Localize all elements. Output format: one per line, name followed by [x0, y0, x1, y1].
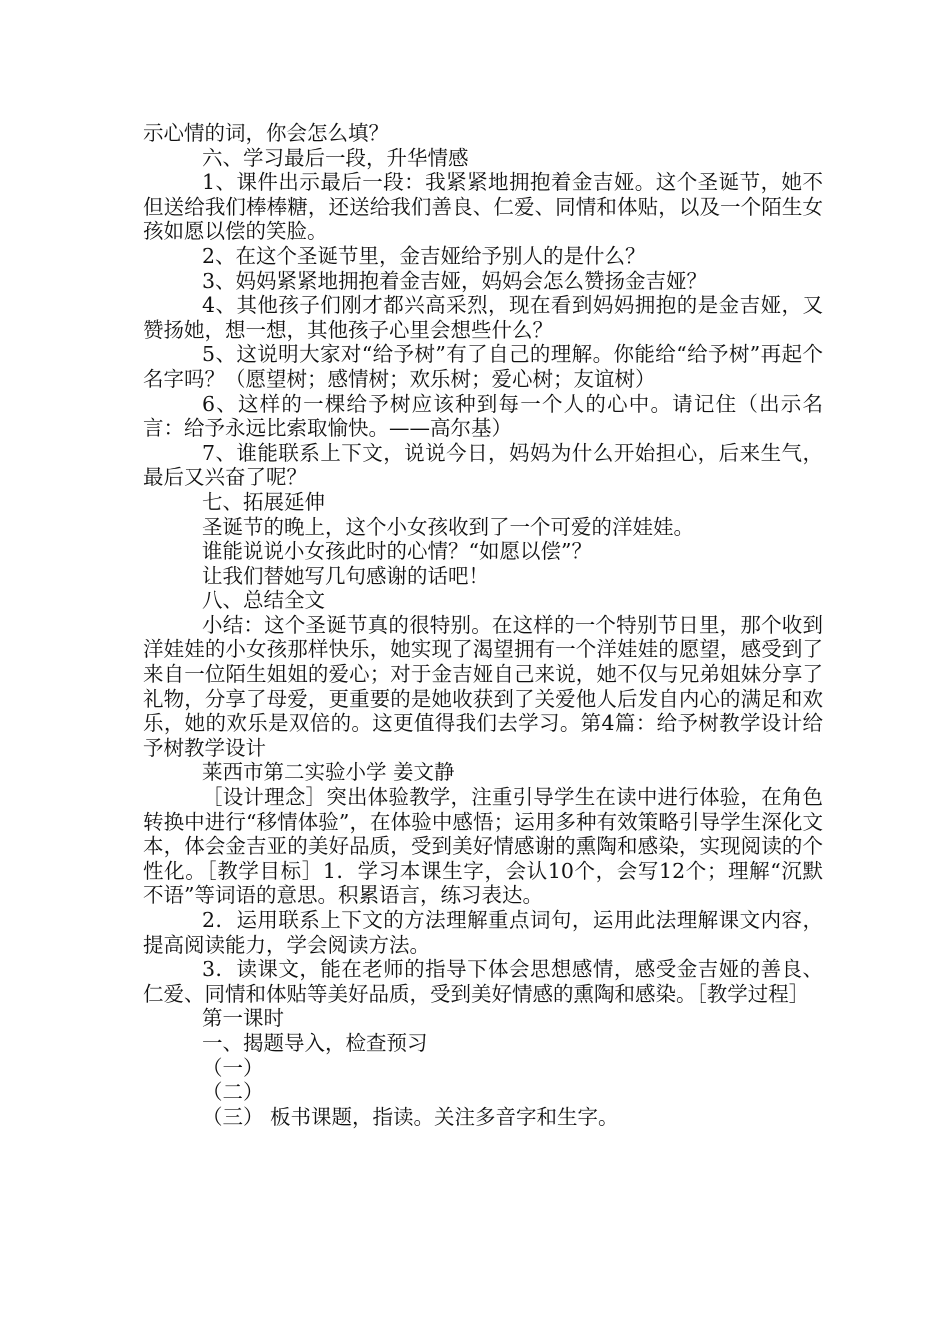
- paragraph: 7、谁能联系上下文，说说今日，妈妈为什么开始担心，后来生气，最后又兴奋了呢？: [143, 440, 823, 490]
- paragraph: （三） 板书课题，指读。关注多音字和生字。: [202, 1104, 619, 1129]
- paragraph: 让我们替她写几句感谢的话吧！: [202, 563, 489, 588]
- paragraph: 圣诞节的晚上，这个小女孩收到了一个可爱的洋娃娃。: [202, 514, 694, 539]
- paragraph: 莱西市第二实验小学 姜文静: [202, 760, 455, 785]
- paragraph: 4、其他孩子们刚才都兴高采烈，现在看到妈妈拥抱的是金吉娅，又赞扬她，想一想，其他孩子心里会想些什么？: [143, 293, 823, 342]
- paragraph: 3、妈妈紧紧地拥抱着金吉娅，妈妈会怎么赞扬金吉娅？: [202, 268, 708, 293]
- paragraph: 6、这样的一棵给予树应该种到每一个人的心中。请记住（出示名言：给予永远比索取愉快。——高尔基）: [143, 391, 823, 441]
- paragraph: 第一课时: [202, 1006, 284, 1031]
- paragraph: （二）: [202, 1080, 264, 1105]
- paragraph: 谁能说说小女孩此时的心情？“如愿以偿”？: [202, 539, 592, 564]
- document-body: [143, 121, 823, 1129]
- paragraph: 示心情的词，你会怎么填？: [143, 121, 389, 145]
- paragraph: 1、课件出示最后一段：我紧紧地拥抱着金吉娅。这个圣诞节，她不但送给我们棒棒糖，还送给我们善良、仁爱、同情和体贴，以及一个陌生女孩如愿以偿的笑脸。: [143, 170, 823, 244]
- paragraph: 八、总结全文: [202, 588, 325, 613]
- paragraph: 小结：这个圣诞节真的很特别。在这样的一个特别节日里，那个收到洋娃娃的小女孩那样快乐，她实现了渴望拥有一个洋娃娃的愿望，感受到了来自一位陌生姐姐的爱心；对于金吉娅自己来说，她不仅与兄弟姐妹分享了礼物，分享了母爱，更重要的是她收获到了关爱他人后发自内心的满足和欢乐，她的欢乐是双倍的。这更值得我们去学习。第4篇：给予树教学设计给予树教学设计: [143, 612, 823, 760]
- paragraph: 七、拓展延伸: [202, 489, 325, 514]
- paragraph: 2、在这个圣诞节里，金吉娅给予别人的是什么？: [202, 243, 646, 268]
- paragraph: （一）: [202, 1055, 264, 1080]
- paragraph: ［设计理念］突出体验教学，注重引导学生在读中进行体验，在角色转换中进行“移情体验”，在体验中感悟；运用多种有效策略引导学生深化文本，体会金吉亚的美好品质，受到美好情感谢的熏陶和感染，实现阅读的个性化。［教学目标］1．学习本课生字，会认10个，会写12个；理解“沉默不语”等词语的意思。积累语言，练习表达。: [143, 785, 823, 908]
- paragraph: 一、揭题导入，检查预习: [202, 1030, 428, 1055]
- paragraph: 5、这说明大家对“给予树”有了自己的理解。你能给“给予树”再起个名字吗？（愿望树；感情树；欢乐树；爱心树；友谊树）: [143, 342, 823, 391]
- paragraph: 六、学习最后一段，升华情感: [202, 145, 469, 170]
- paragraph: 2．运用联系上下文的方法理解重点词句，运用此法理解课文内容，提高阅读能力，学会阅读方法。: [143, 908, 823, 957]
- paragraph: 3．读课文，能在老师的指导下体会思想感情，感受金吉娅的善良、仁爱、同情和体贴等美好品质，受到美好情感的熏陶和感染。［教学过程］: [143, 957, 823, 1006]
